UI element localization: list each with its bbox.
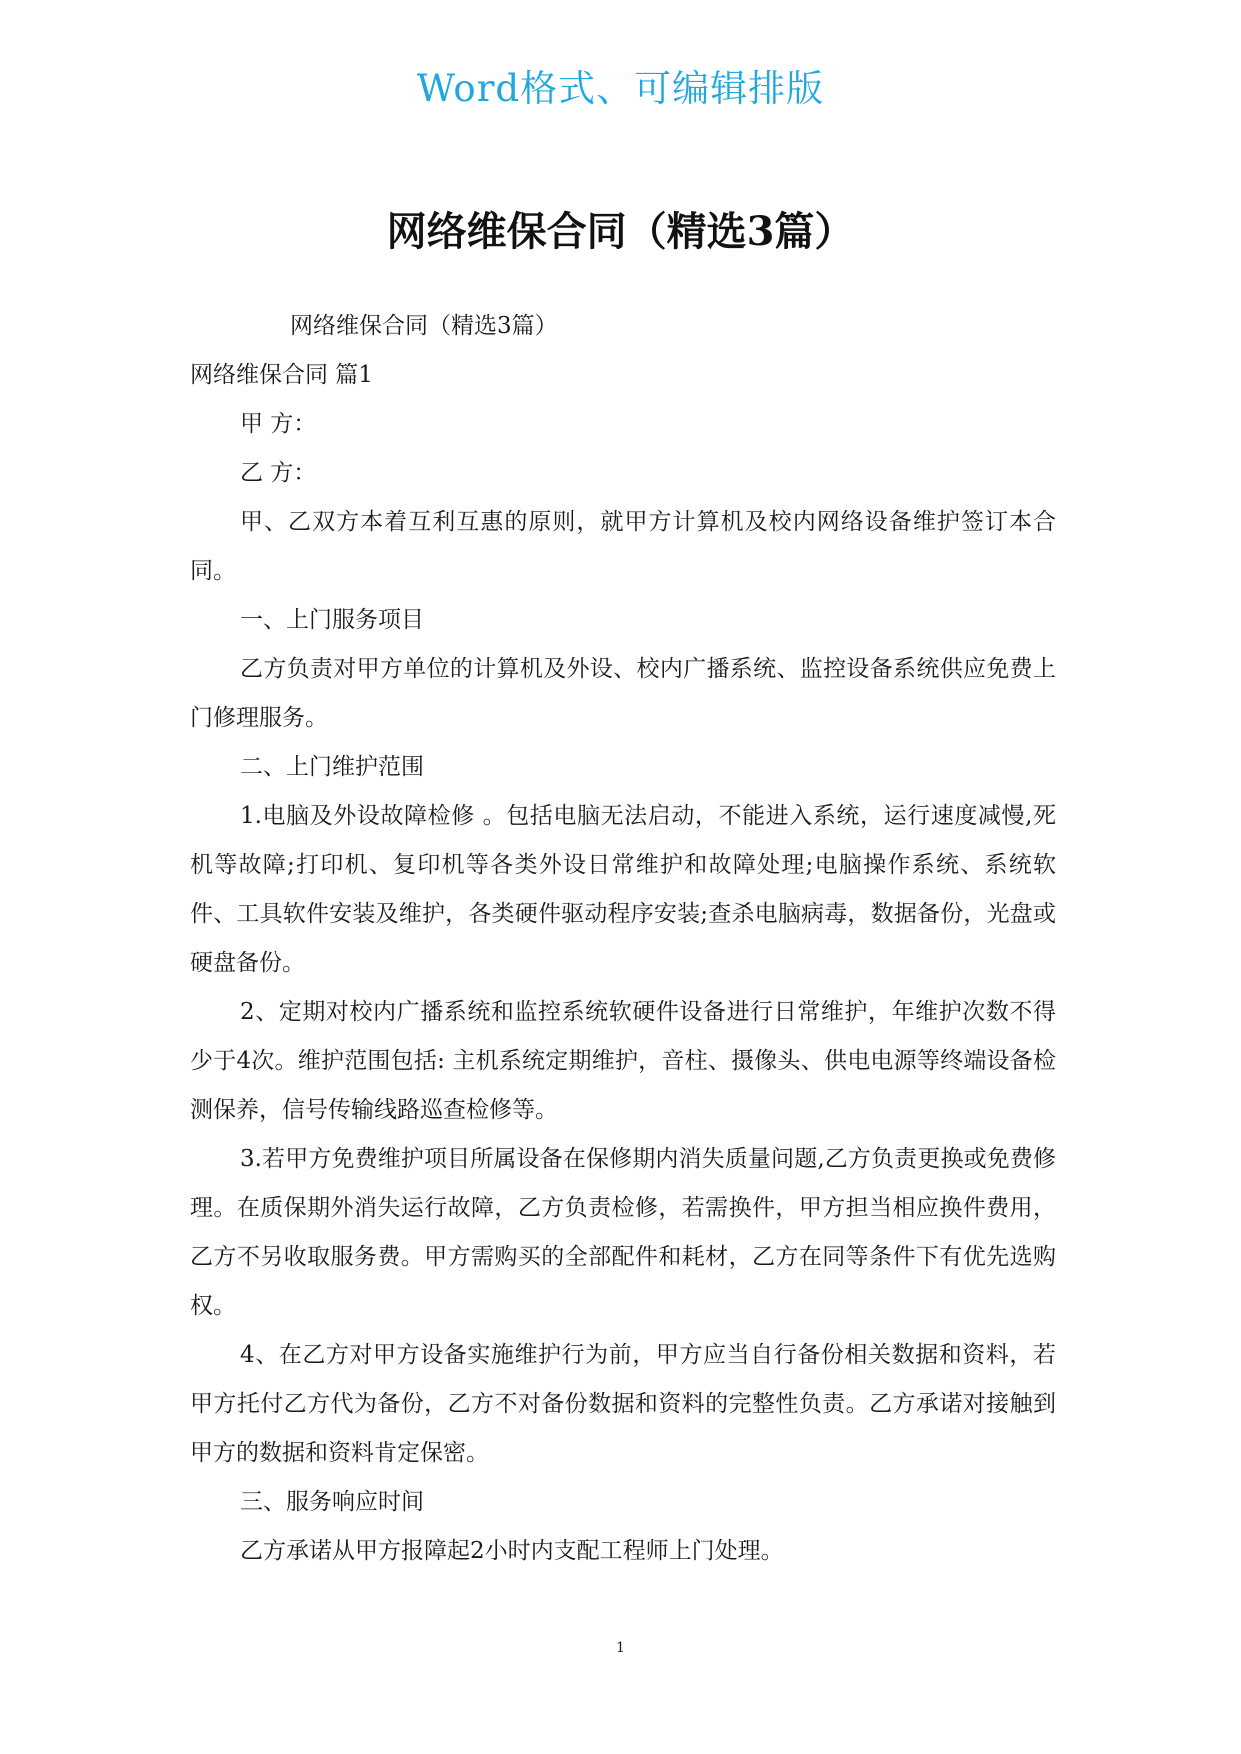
page-number: 1 bbox=[616, 1640, 625, 1656]
intro-paragraph: 甲、乙双方本着互利互惠的原则，就甲方计算机及校内网络设备维护签订本合同。 bbox=[190, 509, 1056, 584]
clause-paragraph: 3.若甲方免费维护项目所属设备在保修期内消失质量问题,乙方负责更换或免费修理。在质保期外消失运行故障，乙方负责检修，若需换件，甲方担当相应换件费用，乙方不另收取服务费。甲方需购买的全部配件和耗材，乙方在同等条件下有优先选购权。 bbox=[190, 1146, 1056, 1319]
document-title: 网络维保合同（精选3篇） bbox=[386, 208, 855, 255]
clause-paragraph: 1.电脑及外设故障检修 。包括电脑无法启动，不能进入系统，运行速度减慢,死机等故障;打印机、复印机等各类外设日常维护和故障处理;电脑操作系统、系统软件、工具软件安装及维护，各类硬件驱动程序安装;查杀电脑病毒，数据备份，光盘或硬盘备份。 bbox=[190, 803, 1056, 976]
document-subtitle: 网络维保合同（精选3篇） bbox=[290, 313, 558, 339]
clause-paragraph: 4、在乙方对甲方设备实施维护行为前，甲方应当自行备份相关数据和资料，若甲方托付乙方代为备份，乙方不对备份数据和资料的完整性负责。乙方承诺对接触到甲方的数据和资料肯定保密。 bbox=[190, 1342, 1056, 1466]
party-a-line: 甲 方： bbox=[240, 411, 317, 437]
clause-heading-2: 二、上门维护范围 bbox=[240, 754, 424, 780]
clause-paragraph: 乙方承诺从甲方报障起2小时内支配工程师上门处理。 bbox=[240, 1538, 784, 1564]
section-heading: 网络维保合同 篇1 bbox=[190, 362, 373, 388]
document-body bbox=[190, 302, 1056, 1576]
clause-heading-1: 一、上门服务项目 bbox=[240, 607, 424, 633]
clause-paragraph: 乙方负责对甲方单位的计算机及外设、校内广播系统、监控设备系统供应免费上门修理服务。 bbox=[190, 656, 1056, 731]
party-b-line: 乙 方： bbox=[240, 460, 317, 486]
clause-heading-3: 三、服务响应时间 bbox=[240, 1489, 424, 1515]
word-format-banner: Word格式、可编辑排版 bbox=[416, 67, 825, 110]
clause-paragraph: 2、定期对校内广播系统和监控系统软硬件设备进行日常维护，年维护次数不得少于4次。维护范围包括: 主机系统定期维护，音柱、摄像头、供电电源等终端设备检测保养，信号传输线路巡查检修等。 bbox=[190, 999, 1056, 1123]
